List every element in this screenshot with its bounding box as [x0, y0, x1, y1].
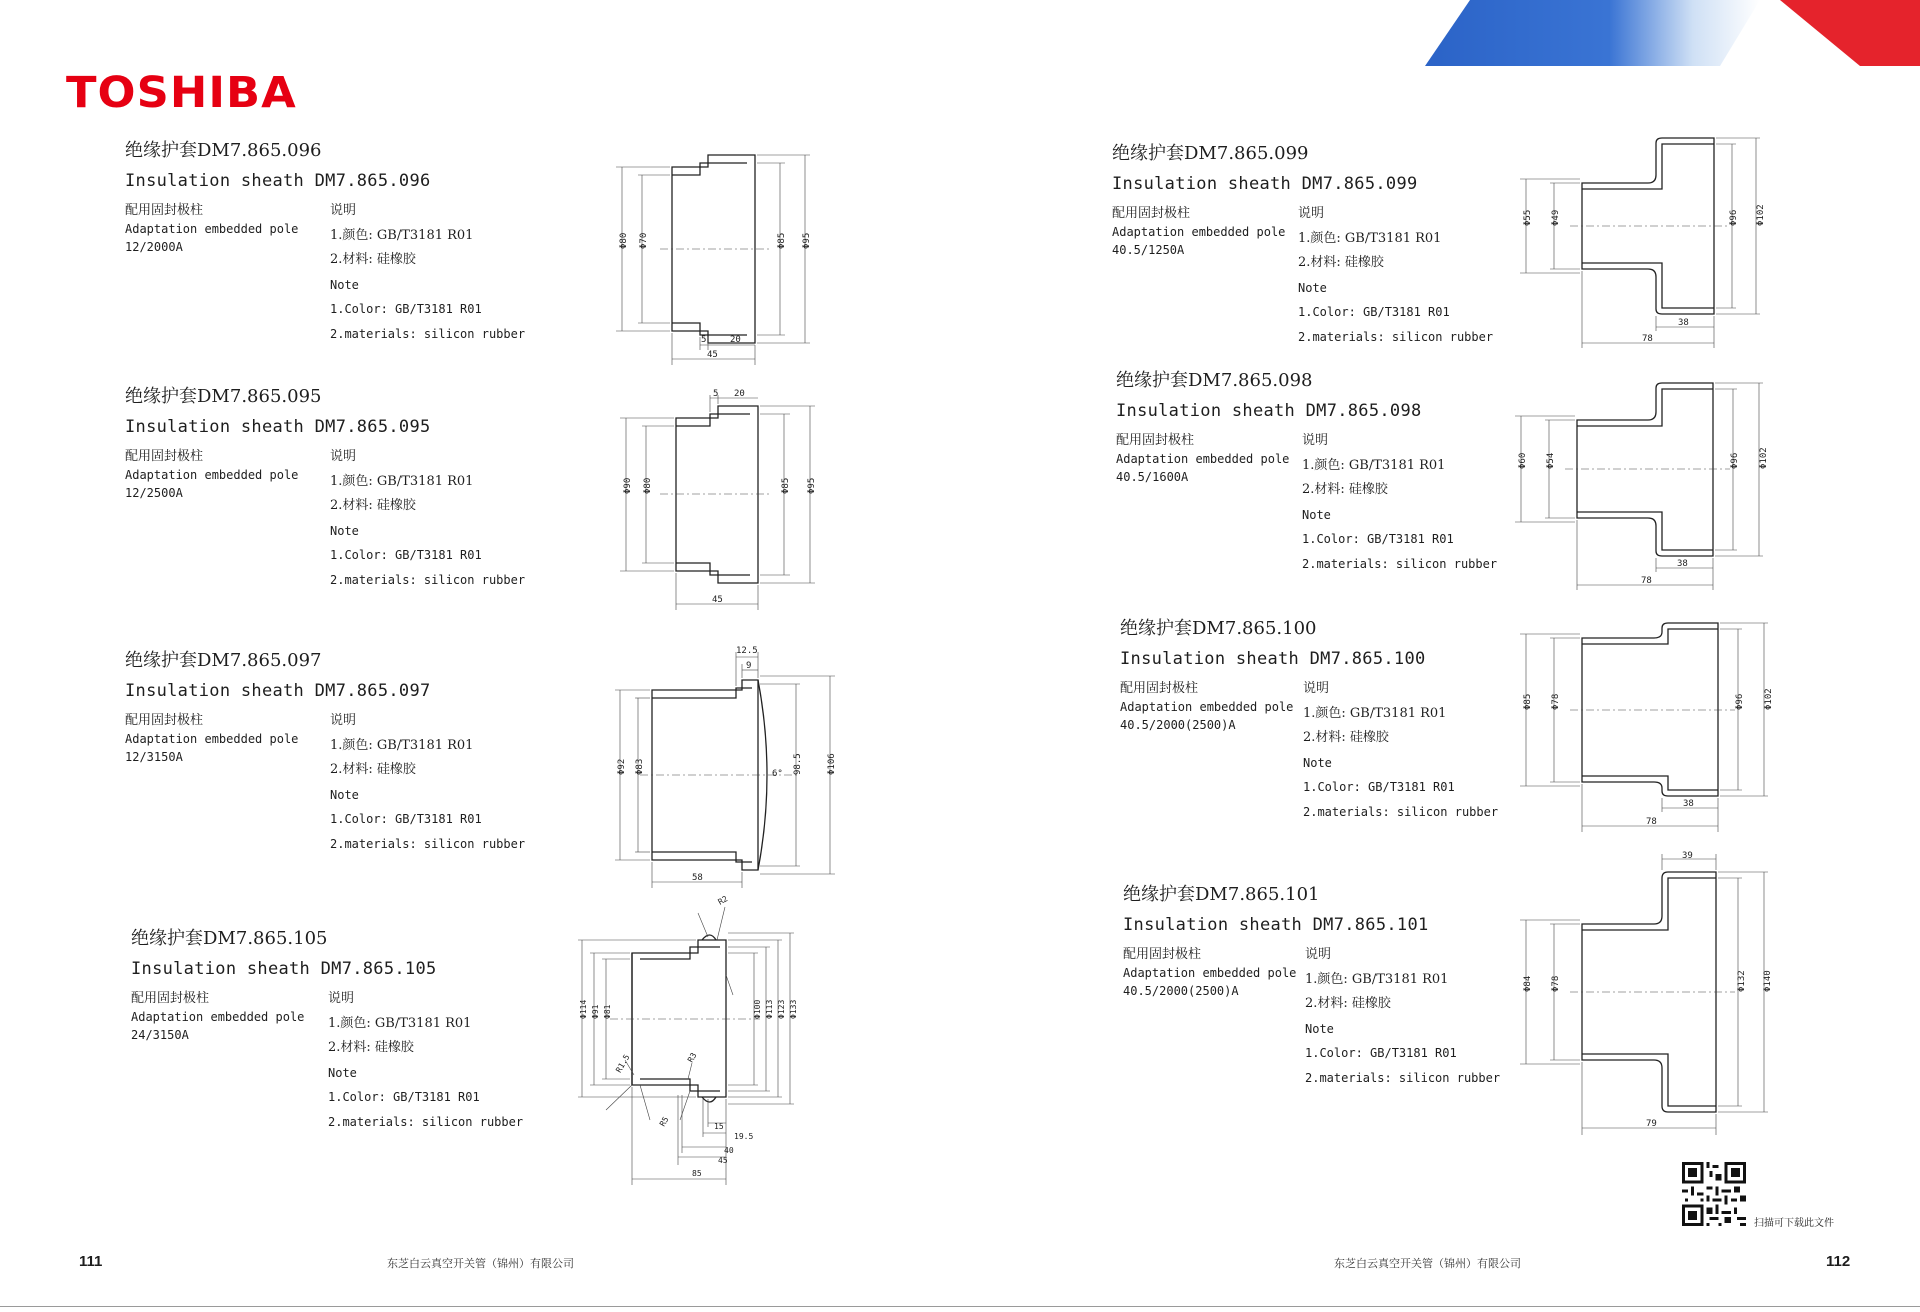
pole-info	[125, 448, 298, 502]
pole-label-en: Adaptation embedded pole	[1123, 966, 1297, 980]
notes	[328, 990, 523, 1137]
notes	[1302, 432, 1497, 579]
item-title-cn: 绝缘护套DM7.865.097	[125, 650, 322, 671]
dim-label: 45	[712, 595, 723, 605]
note-line: 1.颜色: GB/T3181 R01	[1298, 230, 1442, 246]
dim-label: 38	[1683, 799, 1694, 809]
pole-label-en: Adaptation embedded pole	[125, 732, 299, 746]
dim-label: 12.5	[736, 646, 758, 656]
note-line: 1.Color: GB/T3181 R01	[330, 548, 482, 562]
note-line: 说明	[1303, 681, 1330, 696]
dim-label: 15	[714, 1122, 724, 1131]
note-line: 1.颜色: GB/T3181 R01	[1302, 457, 1446, 473]
pole-info	[1116, 432, 1289, 486]
dim-label: Φ83	[635, 758, 645, 775]
pole-rating: 40.5/1600A	[1116, 470, 1189, 484]
dim-label: R2	[716, 894, 730, 907]
note-line: 2.materials: silicon rubber	[1298, 329, 1494, 344]
dim-label: Φ70	[639, 232, 649, 249]
dim-label: Φ102	[1759, 447, 1769, 469]
pole-rating: 12/3150A	[125, 750, 183, 764]
dim-label: Φ49	[1551, 209, 1561, 226]
pole-label-en: Adaptation embedded pole	[1116, 452, 1290, 466]
dim-label: 9	[746, 661, 752, 671]
dim-label: Φ106	[827, 753, 837, 775]
note-line: 2.材料: 硅橡胶	[1302, 482, 1388, 497]
pole-label-cn: 配用固封极柱	[1123, 947, 1202, 962]
dim-label: Φ80	[619, 232, 629, 249]
dim-label: Φ133	[789, 999, 798, 1019]
note-line: 2.材料: 硅橡胶	[330, 762, 416, 777]
note-line: 1.Color: GB/T3181 R01	[328, 1090, 480, 1104]
pole-info	[1123, 946, 1296, 1000]
dim-label: 5	[713, 389, 719, 399]
note-line: 1.颜色: GB/T3181 R01	[1305, 971, 1449, 987]
dim-label: 20	[734, 389, 745, 399]
dim-label: Φ96	[1735, 693, 1745, 710]
pole-info	[131, 990, 304, 1044]
dim-label: Φ90	[623, 477, 633, 494]
note-line: 1.Color: GB/T3181 R01	[330, 302, 482, 316]
footer-company-left: 东芝白云真空开关管（锦州）有限公司	[387, 1257, 574, 1270]
item-title-cn: 绝缘护套DM7.865.096	[125, 140, 322, 161]
dim-label: Φ55	[1523, 209, 1533, 226]
dim-label: Φ140	[1763, 970, 1773, 992]
item-title-cn: 绝缘护套DM7.865.095	[125, 386, 322, 407]
dim-label: Φ102	[1764, 688, 1774, 710]
note-line: 说明	[330, 449, 357, 464]
dim-label: Φ100	[753, 999, 762, 1019]
dim-label: 38	[1678, 318, 1689, 328]
dim-label: Φ85	[1523, 693, 1533, 710]
pole-rating: 12/2000A	[125, 240, 183, 254]
note-line: 1.Color: GB/T3181 R01	[1298, 305, 1450, 319]
note-line: 说明	[330, 713, 357, 728]
drawing-105	[570, 895, 830, 1195]
item-title-en: Insulation sheath DM7.865.095	[125, 417, 431, 437]
note-line: 2.materials: silicon rubber	[1305, 1070, 1501, 1085]
note-line: Note	[1303, 755, 1332, 770]
dim-label: 5	[701, 335, 707, 345]
note-line: 2.材料: 硅橡胶	[330, 498, 416, 513]
dim-label: R1.5	[614, 1053, 632, 1075]
note-line: 说明	[1298, 206, 1325, 221]
dim-label: 78	[1641, 576, 1652, 586]
dim-label: R3	[685, 1051, 699, 1064]
note-line: 2.材料: 硅橡胶	[1305, 996, 1391, 1011]
note-line: 1.Color: GB/T3181 R01	[330, 812, 482, 826]
pole-label-en: Adaptation embedded pole	[1120, 700, 1294, 714]
note-line: 1.颜色: GB/T3181 R01	[1303, 705, 1447, 721]
note-line: 1.颜色: GB/T3181 R01	[330, 737, 474, 753]
pole-rating: 40.5/1250A	[1112, 243, 1185, 257]
note-line: Note	[328, 1065, 357, 1080]
dim-label: 85	[692, 1169, 702, 1178]
dim-label: Φ114	[579, 999, 588, 1019]
notes	[1303, 680, 1498, 827]
spec-block-095	[125, 386, 545, 587]
item-title-en: Insulation sheath DM7.865.099	[1112, 174, 1418, 194]
note-line: 2.材料: 硅橡胶	[328, 1040, 414, 1055]
spec-block-105	[131, 928, 551, 1129]
drawing-098	[1515, 380, 1775, 595]
note-line: Note	[1298, 280, 1327, 295]
note-line: 说明	[328, 991, 355, 1006]
pole-label-en: Adaptation embedded pole	[125, 468, 299, 482]
item-title-en: Insulation sheath DM7.865.101	[1123, 915, 1429, 935]
item-title-cn: 绝缘护套DM7.865.101	[1123, 884, 1320, 905]
page-number-left: 111	[79, 1253, 103, 1270]
dim-label: Φ95	[802, 232, 812, 249]
note-line: 1.Color: GB/T3181 R01	[1303, 780, 1455, 794]
pole-label-en: Adaptation embedded pole	[131, 1010, 305, 1024]
notes	[330, 448, 525, 595]
note-line: 2.materials: silicon rubber	[330, 836, 526, 851]
drawing-096	[600, 145, 830, 370]
dim-label: 98.5	[793, 753, 803, 775]
dim-label: 78	[1642, 334, 1653, 344]
dim-label: Φ102	[1756, 204, 1766, 226]
note-line: 1.颜色: GB/T3181 R01	[330, 227, 474, 243]
dim-label: Φ113	[765, 999, 774, 1019]
pole-label-cn: 配用固封极柱	[131, 991, 210, 1006]
spec-block-096	[125, 140, 545, 341]
note-line: 2.材料: 硅橡胶	[1303, 730, 1389, 745]
dim-label: 58	[692, 873, 703, 883]
note-line: Note	[1302, 507, 1331, 522]
notes	[330, 712, 525, 859]
drawing-099	[1510, 135, 1770, 350]
pole-info	[125, 712, 298, 766]
note-line: 2.materials: silicon rubber	[1303, 804, 1499, 819]
item-title-cn: 绝缘护套DM7.865.098	[1116, 370, 1313, 391]
dim-label: 45	[718, 1156, 728, 1165]
note-line: 2.materials: silicon rubber	[330, 326, 526, 341]
page-divider-line	[0, 1306, 1920, 1307]
qr-caption: 扫描可下载此文件	[1754, 1218, 1834, 1229]
item-title-en: Insulation sheath DM7.865.105	[131, 959, 437, 979]
notes	[1298, 205, 1493, 352]
pole-info	[1120, 680, 1293, 734]
note-line: 2.材料: 硅橡胶	[1298, 255, 1384, 270]
qr-code	[1682, 1162, 1746, 1226]
dim-label: 6°	[772, 769, 783, 779]
dim-label: 45	[707, 350, 718, 360]
pole-label-cn: 配用固封极柱	[125, 203, 204, 218]
drawing-101	[1520, 850, 1780, 1140]
note-line: 1.Color: GB/T3181 R01	[1302, 532, 1454, 546]
dim-label: 20	[730, 335, 741, 345]
spec-block-097	[125, 650, 545, 851]
dim-label: Φ95	[807, 477, 817, 494]
pole-label-en: Adaptation embedded pole	[125, 222, 299, 236]
note-line: 2.materials: silicon rubber	[1302, 556, 1498, 571]
pole-label-cn: 配用固封极柱	[1112, 206, 1191, 221]
note-line: 1.颜色: GB/T3181 R01	[330, 473, 474, 489]
dim-label: 19.5	[734, 1132, 754, 1141]
dim-label: 78	[1646, 817, 1657, 827]
note-line: Note	[330, 787, 359, 802]
dim-label: Φ84	[1523, 975, 1533, 992]
note-line: 1.Color: GB/T3181 R01	[1305, 1046, 1457, 1060]
dim-label: 79	[1646, 1119, 1657, 1129]
note-line: 2.materials: silicon rubber	[330, 572, 526, 587]
pole-info	[1112, 205, 1285, 259]
note-line: Note	[330, 277, 359, 292]
notes	[330, 202, 525, 349]
dim-label: Φ85	[777, 232, 787, 249]
pole-info	[125, 202, 298, 256]
note-line: 2.materials: silicon rubber	[328, 1114, 524, 1129]
footer-company-right: 东芝白云真空开关管（锦州）有限公司	[1334, 1257, 1521, 1270]
dim-label: Φ132	[1737, 970, 1747, 992]
dim-label: Φ92	[617, 758, 627, 775]
dim-label: Φ91	[591, 1004, 600, 1019]
page-number-right: 112	[1826, 1253, 1851, 1270]
toshiba-logo: TOSHIBA	[66, 68, 297, 118]
dim-label: Φ78	[1551, 975, 1561, 992]
note-line: 1.颜色: GB/T3181 R01	[328, 1015, 472, 1031]
pole-label-cn: 配用固封极柱	[1116, 433, 1195, 448]
note-line: Note	[1305, 1021, 1334, 1036]
pole-rating: 40.5/2000(2500)A	[1123, 984, 1239, 998]
item-title-cn: 绝缘护套DM7.865.100	[1120, 618, 1317, 639]
drawing-095	[600, 390, 830, 615]
notes	[1305, 946, 1500, 1093]
item-title-en: Insulation sheath DM7.865.098	[1116, 401, 1422, 421]
item-title-en: Insulation sheath DM7.865.096	[125, 171, 431, 191]
note-line: 说明	[1302, 433, 1329, 448]
item-title-cn: 绝缘护套DM7.865.105	[131, 928, 328, 949]
dim-label: R5	[657, 1115, 671, 1128]
pole-label-cn: 配用固封极柱	[125, 449, 204, 464]
dim-label: 39	[1682, 851, 1693, 861]
dim-label: Φ54	[1546, 452, 1556, 469]
item-title-en: Insulation sheath DM7.865.097	[125, 681, 431, 701]
corner-banner	[1360, 0, 1920, 66]
pole-label-en: Adaptation embedded pole	[1112, 225, 1286, 239]
drawing-100	[1520, 620, 1780, 835]
pole-label-cn: 配用固封极柱	[1120, 681, 1199, 696]
note-line: 说明	[330, 203, 357, 218]
dim-label: Φ81	[603, 1004, 612, 1019]
dim-label: Φ60	[1518, 452, 1528, 469]
item-title-cn: 绝缘护套DM7.865.099	[1112, 143, 1309, 164]
note-line: 2.材料: 硅橡胶	[330, 252, 416, 267]
pole-rating: 12/2500A	[125, 486, 183, 500]
dim-label: Φ96	[1729, 209, 1739, 226]
pole-label-cn: 配用固封极柱	[125, 713, 204, 728]
dim-label: Φ80	[643, 477, 653, 494]
pole-rating: 40.5/2000(2500)A	[1120, 718, 1236, 732]
note-line: 说明	[1305, 947, 1332, 962]
note-line: Note	[330, 523, 359, 538]
dim-label: 38	[1677, 559, 1688, 569]
drawing-097	[600, 640, 840, 890]
dim-label: Φ123	[777, 999, 786, 1019]
dim-label: Φ96	[1730, 452, 1740, 469]
pole-rating: 24/3150A	[131, 1028, 189, 1042]
dim-label: Φ85	[781, 477, 791, 494]
dim-label: 40	[724, 1146, 734, 1155]
dim-label: Φ78	[1551, 693, 1561, 710]
item-title-en: Insulation sheath DM7.865.100	[1120, 649, 1426, 669]
